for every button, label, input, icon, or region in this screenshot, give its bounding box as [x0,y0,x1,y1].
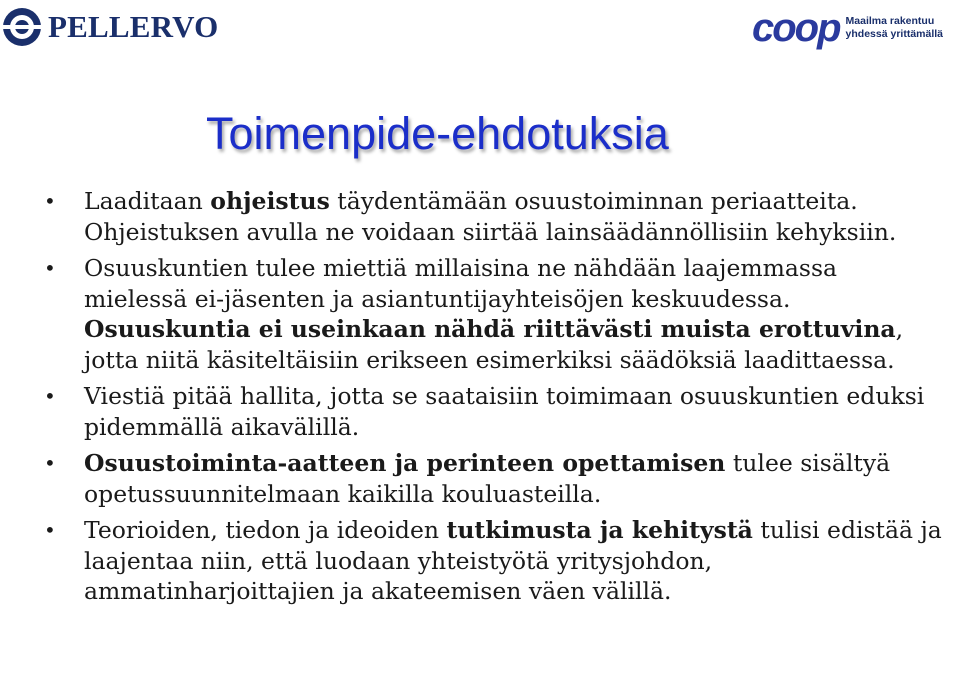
bullet-dot-icon: • [44,256,56,280]
bullet-text: Viestiä pitää hallita, jotta se saataisiin toimimaan osuuskuntien eduksi pidemmällä aikavälillä. [84,382,925,441]
bullet-text: Laaditaan [84,187,211,215]
bullet-text: Teorioiden, tiedon ja ideoiden [84,516,447,544]
coop-wordmark: coop [752,6,840,50]
bullet-text: Osuuskuntien tulee miettiä millaisina ne nähdään laajemmassa mielessä ei-jäsenten ja asiantuntijayhteisöjen keskuudessa. [84,254,838,313]
slide-title: Toimenpide-ehdotuksia [206,108,669,159]
bullet-bold-text: tutkimusta ja kehitystä [446,516,753,544]
bullet-text: täydentämään osuustoiminnan periaatteita. Ohjeistuksen avulla ne voidaan siirtää lainsäädännöllisiin kehyksiin. [84,187,897,246]
bullet-text: tulee sisältyä opetussuunnitelmaan kaikilla kouluasteilla. [84,449,891,508]
bullet-bold-text: Osuustoiminta-aatteen ja perinteen opettamisen [84,449,726,477]
bullet-dot-icon: • [44,384,56,408]
bullet-list [0,186,959,613]
bullet-item [0,515,959,607]
bullet-bold-text: ohjeistus [210,187,330,215]
bullet-item [0,448,959,509]
pellervo-emblem-icon [2,7,42,47]
bullet-text: , jotta niitä käsiteltäisiin erikseen esimerkiksi säädöksiä laadittaessa. [84,315,904,374]
bullet-item [0,186,959,247]
bullet-dot-icon: • [44,189,56,213]
pellervo-logo [2,4,218,50]
bullet-bold-text: Osuuskuntia ei useinkaan nähdä riittävästi muista erottuvina [84,315,896,343]
coop-logo [752,6,943,50]
bullet-dot-icon: • [44,451,56,475]
pellervo-wordmark: PELLERVO [48,9,219,44]
bullet-text: tulisi edistää ja laajentaa niin, että luodaan yhteistyötä yritysjohdon, ammatinharjoittajien ja akateemisen väen välillä. [84,516,942,605]
bullet-item [0,381,959,442]
bullet-item [0,253,959,375]
coop-tagline: Maailma rakentuu yhdessä yrittämällä [845,15,944,40]
bullet-dot-icon: • [44,518,56,542]
